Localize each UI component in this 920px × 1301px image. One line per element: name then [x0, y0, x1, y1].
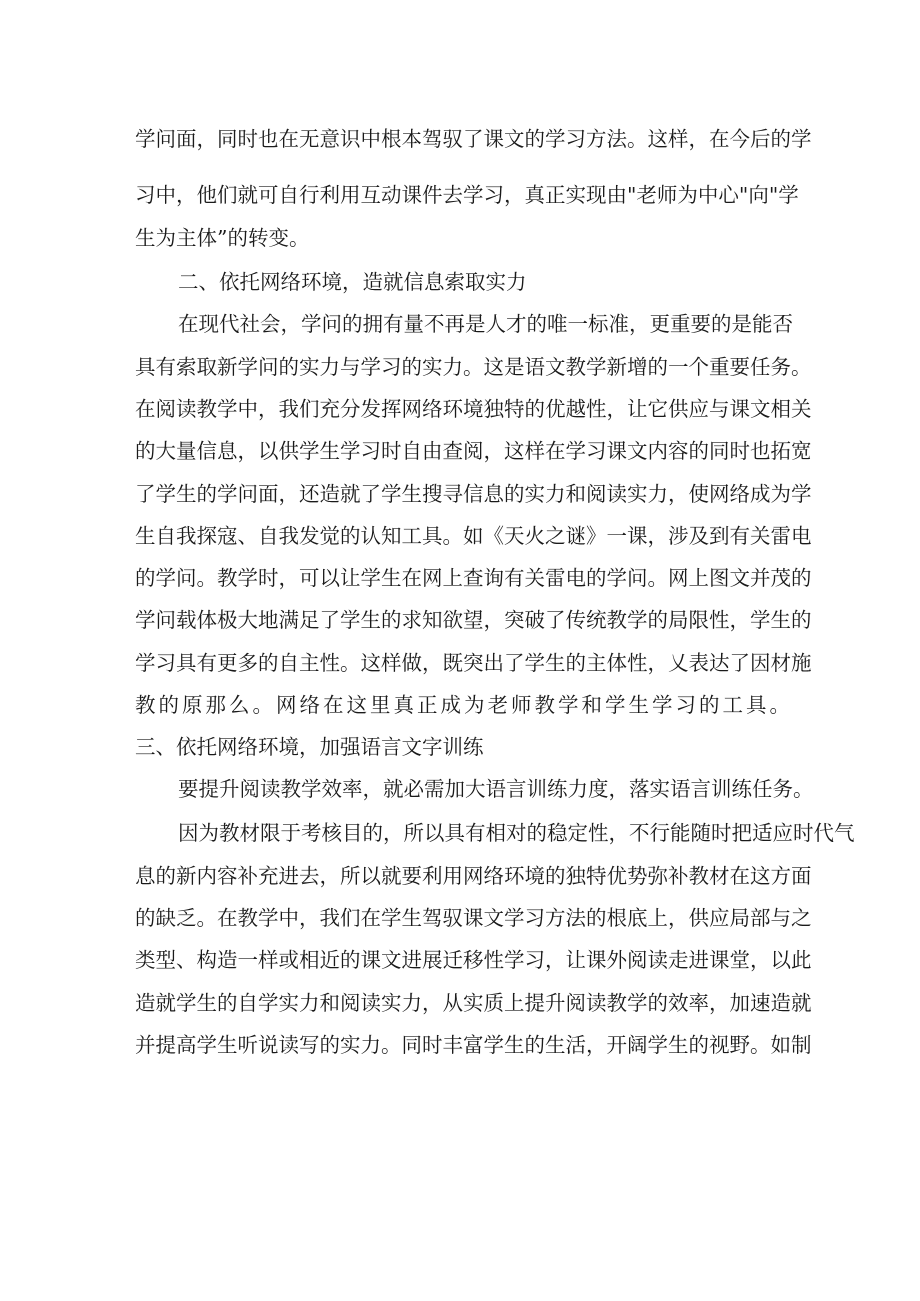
text-line: 习中，他们就可自行利用互动课件去学习，真正实现由"老师为中心"向"学	[135, 183, 799, 207]
text-line: 在阅读教学中，我们充分发挥网络环境独特的优越性，让它供应与课文相关	[135, 397, 812, 421]
text-line: 教的原那么。网络在这里真正成为老师教学和学生学习的工具。	[135, 693, 790, 717]
text-line: 生自我探寇、自我发觉的认知工具。如《天火之谜》一课，涉及到有关雷电	[135, 524, 812, 548]
text-line: 造就学生的自学实力和阅读实力，从实质上提升阅读教学的效率，加速造就	[135, 991, 812, 1015]
text-line: 的缺乏。在教学中，我们在学生驾驭课文学习方法的根底上，供应局部与之	[135, 906, 812, 930]
text-line: 类型、构造一样或相近的课文进展迁移性学习，让课外阅读走进课堂，以此	[135, 948, 812, 972]
section-heading: 要提升阅读教学效率，就必需加大语言训练力度，落实语言训练任务。	[178, 777, 814, 801]
text-line: 具有索取新学问的实力与学习的实力。这是语文教学新增的一个重要任务。	[135, 355, 812, 379]
text-line: 并提高学生听说读写的实力。同时丰富学生的生活，开阔学生的视野。如制	[135, 1033, 812, 1057]
text-line: 了学生的学问面，还造就了学生搜寻信息的实力和阅读实力，使网络成为学	[135, 482, 812, 506]
text-line: 的学问。教学时，可以让学生在网上查询有关雷电的学问。网上图文并茂的	[135, 566, 812, 590]
text-line: 三、依托网络环境，加强语言文字训练	[135, 735, 484, 759]
text-line: 因为教材限于考核目的，所以具有相对的稳定性，不行能随时把适应时代气	[178, 821, 855, 845]
text-line: 的大量信息，以供学生学习时自由查阅，这样在学习课文内容的同时也拓宽	[135, 439, 812, 463]
section-heading: 二、依托网络环境，造就信息索取实力	[178, 270, 527, 294]
text-line: 在现代社会，学问的拥有量不再是人才的唯一标准，更重要的是能否	[178, 312, 793, 336]
text-line: 学问面，同时也在无意识中根本驾驭了课文的学习方法。这样，在今后的学	[135, 127, 812, 151]
text-line: 生为主体”的转变。	[135, 226, 310, 250]
text-line: 息的新内容补充进去，所以就要利用网络环境的独特优势弥补教材在这方面	[135, 864, 812, 888]
text-line: 学习具有更多的自主性。这样做，既突出了学生的主体性，乂表达了因材施	[135, 651, 812, 675]
text-line: 学问载体极大地满足了学生的求知欲望，突破了传统教学的局限性，学生的	[135, 608, 812, 632]
